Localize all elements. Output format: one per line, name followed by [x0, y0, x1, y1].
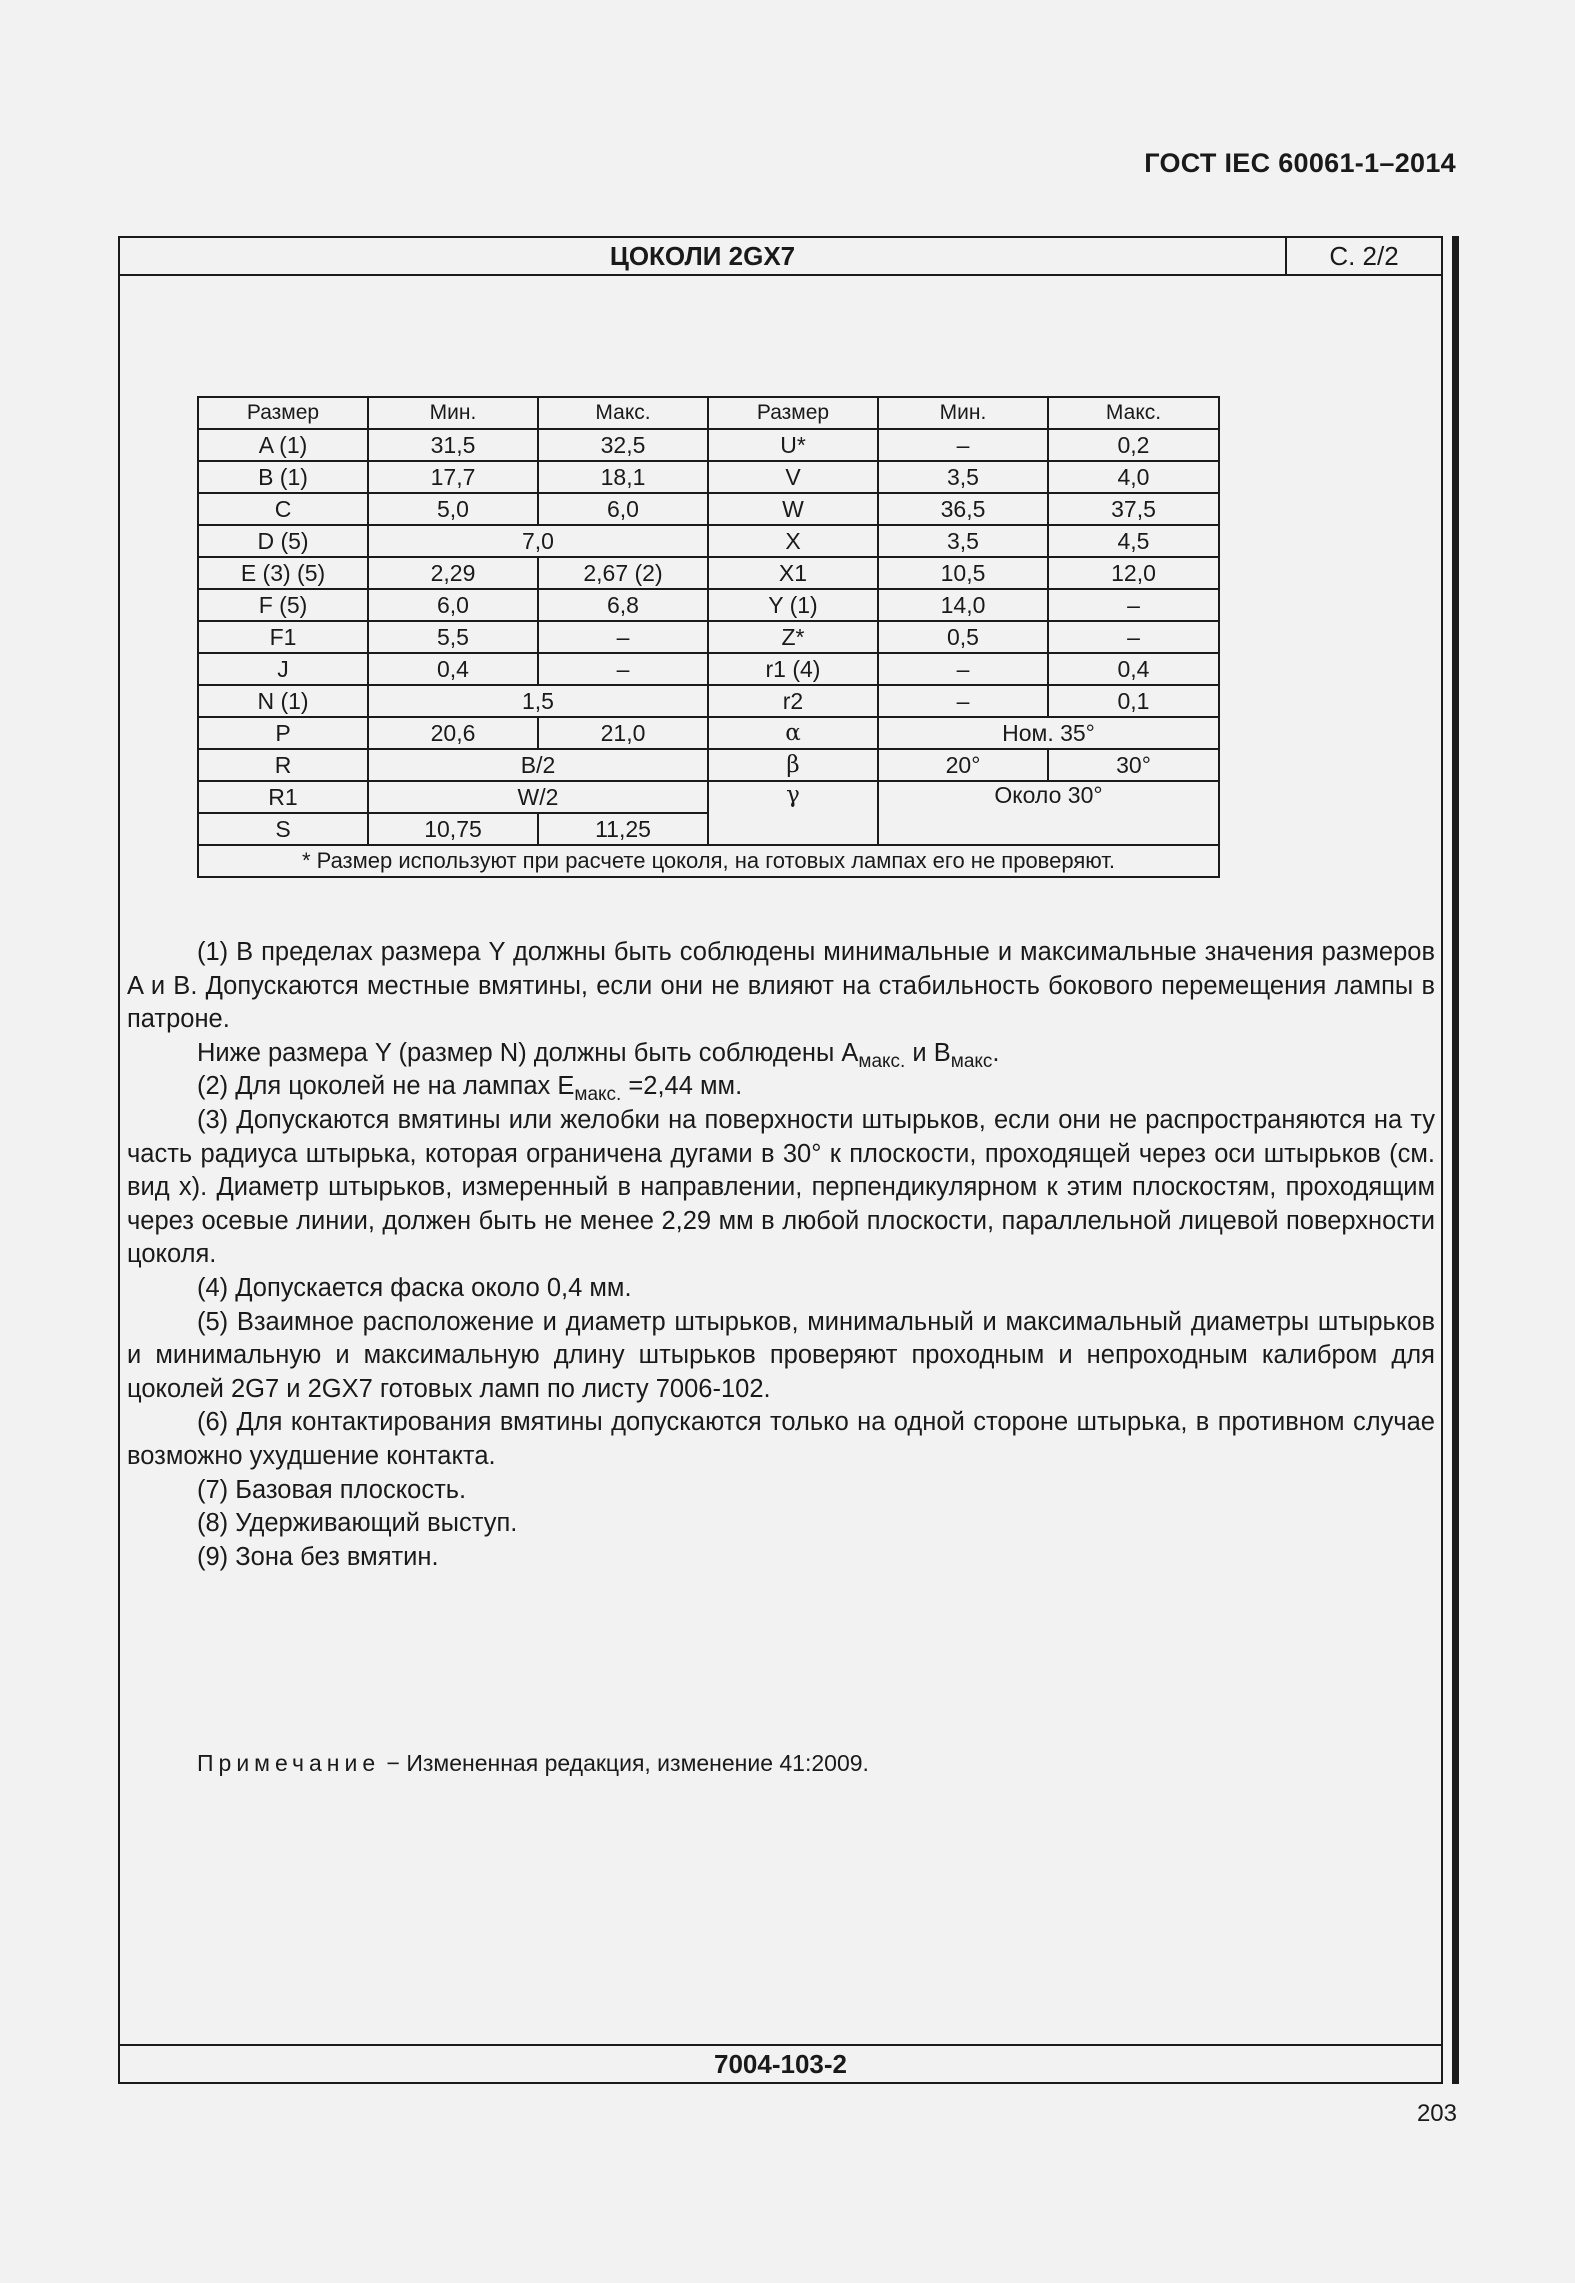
table-cell: 6,8 [538, 589, 708, 621]
table-cell: 0,4 [368, 653, 538, 685]
table-cell: 32,5 [538, 429, 708, 461]
table-row [198, 589, 1219, 621]
table-cell: 12,0 [1048, 557, 1219, 589]
remark-text: − Измененная редакция, изменение 41:2009. [380, 1750, 869, 1776]
header-cell: Размер [198, 397, 368, 429]
table-cell: 1,5 [368, 685, 708, 717]
table-cell: R [198, 749, 368, 781]
note-1: (1) В пределах размера Y должны быть соблюдены минимальные и максимальные значения размеров A и B. Допускаются местные вмятины, если они не влияют на стабильность бокового перемещения лампы в патроне. [127, 938, 1435, 1034]
subscript: макс [950, 1050, 993, 1072]
remark-label: Примечание [197, 1750, 381, 1776]
table-cell: 17,7 [368, 461, 538, 493]
table-cell: – [538, 621, 708, 653]
table-cell: 3,5 [878, 461, 1048, 493]
table-cell: 7,0 [368, 525, 708, 557]
table-cell: U* [708, 429, 878, 461]
table-cell: 6,0 [368, 589, 538, 621]
table-cell: D (5) [198, 525, 368, 557]
header-cell: Макс. [538, 397, 708, 429]
table-cell: – [878, 685, 1048, 717]
page-number: 203 [1416, 2100, 1457, 2127]
table-cell: r2 [708, 685, 878, 717]
table-footnote: * Размер используют при расчете цоколя, на готовых лампах его не проверяют. [198, 845, 1219, 877]
table-row [198, 717, 1219, 749]
table-row [198, 525, 1219, 557]
table-cell: A (1) [198, 429, 368, 461]
table-cell: γ [708, 781, 878, 845]
table-cell: 20,6 [368, 717, 538, 749]
notes-section [127, 936, 1435, 1574]
table-cell: X [708, 525, 878, 557]
standard-code: ГОСТ IEC 60061-1–2014 [1144, 148, 1456, 178]
note-5: (5) Взаимное расположение и диаметр штырьков, минимальный и максимальный диаметры штырьков и минимальную и максимальную длину штырьков проверяют проходным и непроходным калибром для цоколей 2G7 и 2GX7 готовых ламп по листу 7006-102. [127, 1307, 1435, 1403]
note-7: (7) Базовая плоскость. [197, 1475, 467, 1504]
table-header-row [198, 397, 1219, 429]
table-cell: 14,0 [878, 589, 1048, 621]
table-cell: 0,5 [878, 621, 1048, 653]
table-cell: – [878, 429, 1048, 461]
table-cell: Около 30° [878, 781, 1219, 845]
table-cell: 0,1 [1048, 685, 1219, 717]
table-cell: – [1048, 589, 1219, 621]
table-cell: J [198, 653, 368, 685]
sheet-title: ЦОКОЛИ 2GX7 [120, 238, 1287, 274]
table-cell: 10,75 [368, 813, 538, 845]
table-cell: E (3) (5) [198, 557, 368, 589]
note-3: (3) Допускаются вмятины или желобки на поверхности штырьков, если они не распространяются на ту часть радиуса штырька, которая ограничена дугами в 30° к плоскости, проходящей через оси штырьков (см. вид х). Диаметр штырьков, измеренный в направлении, перпендикулярном к этим плоскостям, проходящим через осевые линии, должен быть не менее 2,29 мм в любой плоскости, параллельной лицевой поверхности цоколя. [127, 1105, 1435, 1269]
header-cell: Размер [708, 397, 878, 429]
note-8: (8) Удерживающий выступ. [197, 1509, 518, 1538]
table-row [198, 685, 1219, 717]
subscript: макс. [574, 1084, 622, 1106]
dimensions-table [197, 396, 1220, 878]
table-cell: F (5) [198, 589, 368, 621]
note-9: (9) Зона без вмятин. [197, 1542, 439, 1571]
table-cell: – [878, 653, 1048, 685]
table-cell: – [1048, 621, 1219, 653]
table-cell: N (1) [198, 685, 368, 717]
note-text: Ниже размера Y (размер N) должны быть соблюдены A [197, 1038, 859, 1067]
table-row [198, 653, 1219, 685]
table-cell: 5,0 [368, 493, 538, 525]
note-6: (6) Для контактирования вмятины допускаются только на одной стороне штырька, в противном случае возможно ухудшение контакта. [127, 1408, 1435, 1470]
note-text: (2) Для цоколей не на лампах E [197, 1072, 575, 1101]
table-row [198, 493, 1219, 525]
table-row [198, 557, 1219, 589]
table-row [198, 621, 1219, 653]
table-cell: r1 (4) [708, 653, 878, 685]
table-cell: 37,5 [1048, 493, 1219, 525]
table-cell: F1 [198, 621, 368, 653]
table-cell: – [538, 653, 708, 685]
table-cell: 0,2 [1048, 429, 1219, 461]
table-row [198, 429, 1219, 461]
table-row [198, 461, 1219, 493]
header-cell: Мин. [368, 397, 538, 429]
table-cell: P [198, 717, 368, 749]
table-cell: S [198, 813, 368, 845]
table-cell: 0,4 [1048, 653, 1219, 685]
table-cell: 2,67 (2) [538, 557, 708, 589]
table-cell: B/2 [368, 749, 708, 781]
table-row [198, 749, 1219, 781]
sheet-page-indicator: С. 2/2 [1329, 241, 1399, 271]
table-row [198, 781, 1219, 813]
table-cell: 3,5 [878, 525, 1048, 557]
table-cell: 4,5 [1048, 525, 1219, 557]
table-cell: 5,5 [368, 621, 538, 653]
sheet-number: 7004-103-2 [120, 2044, 1441, 2082]
table-cell: 6,0 [538, 493, 708, 525]
header-cell: Мин. [878, 397, 1048, 429]
table-cell: 11,25 [538, 813, 708, 845]
note-text: =2,44 мм. [621, 1072, 743, 1101]
remark [197, 1750, 869, 1777]
table-cell: Y (1) [708, 589, 878, 621]
note-text: . [992, 1038, 1000, 1067]
frame-thick-edge [1452, 236, 1459, 2084]
note-4: (4) Допускается фаска около 0,4 мм. [197, 1273, 632, 1302]
table-cell: 10,5 [878, 557, 1048, 589]
table-cell: 31,5 [368, 429, 538, 461]
table-cell: 20° [878, 749, 1048, 781]
table-cell: 18,1 [538, 461, 708, 493]
table-cell: α [708, 717, 878, 749]
table-cell: Ном. 35° [878, 717, 1219, 749]
table-cell: 36,5 [878, 493, 1048, 525]
table-cell: 4,0 [1048, 461, 1219, 493]
note-text: и B [905, 1038, 951, 1067]
note-2 [127, 1070, 1435, 1104]
table-cell: X1 [708, 557, 878, 589]
table-cell: β [708, 749, 878, 781]
table-footnote-row [198, 845, 1219, 877]
table-cell: 2,29 [368, 557, 538, 589]
table-cell: B (1) [198, 461, 368, 493]
table-cell: 30° [1048, 749, 1219, 781]
table-cell: Z* [708, 621, 878, 653]
table-cell: W [708, 493, 878, 525]
table-cell: R1 [198, 781, 368, 813]
note-1-continuation [127, 1037, 1435, 1071]
table-cell: W/2 [368, 781, 708, 813]
subscript: макс. [858, 1050, 906, 1072]
table-cell: V [708, 461, 878, 493]
header-cell: Макс. [1048, 397, 1219, 429]
table-cell: C [198, 493, 368, 525]
sheet-header [120, 238, 1441, 276]
table-cell: 21,0 [538, 717, 708, 749]
